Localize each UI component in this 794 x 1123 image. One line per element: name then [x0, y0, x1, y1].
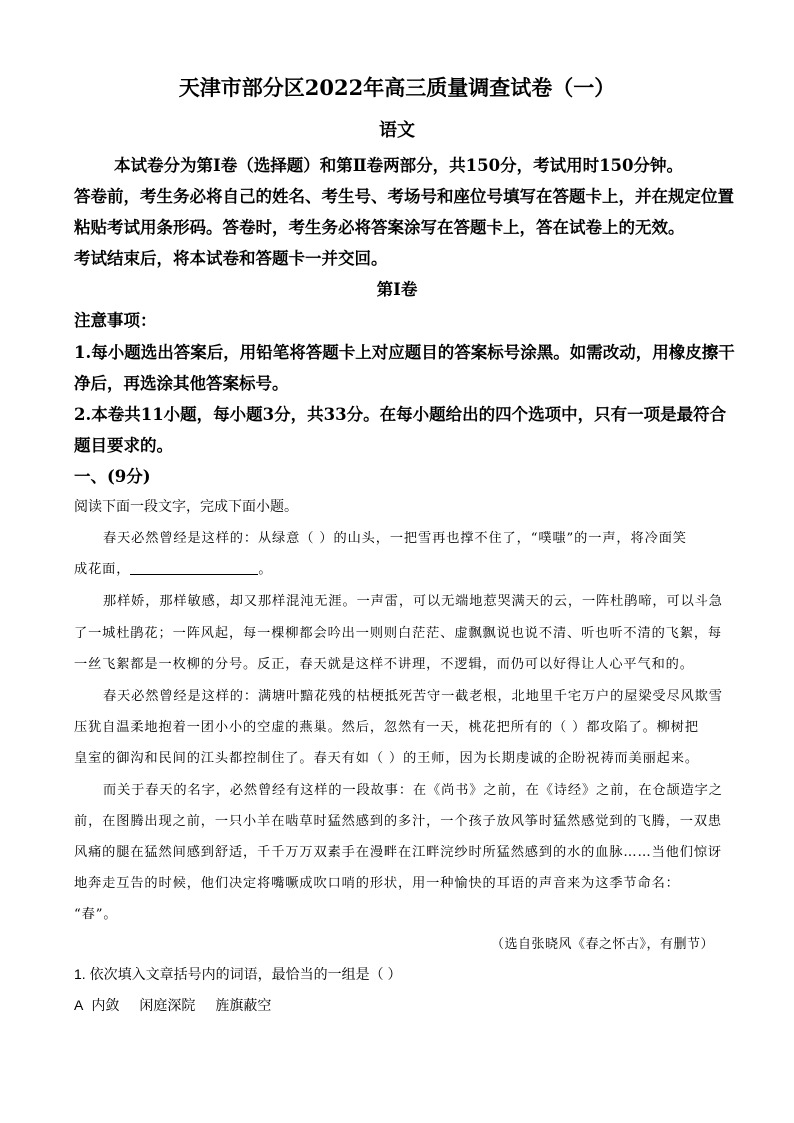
passage-source: （选自张晓风《春之怀古》，有删节）: [490, 937, 714, 952]
notes-line-4: 题目要求的。: [74, 436, 173, 455]
option-a: [74, 995, 271, 1015]
notes-line-2: 净后，再选涂其他答案标号。: [74, 374, 289, 393]
passage-line: 压犹自温柔地抱着一团小小的空虚的燕巢。然后，忽然有一天，桃花把所有的（ ）都攻陷了。柳树把: [74, 720, 699, 735]
passage-line: 而关于春天的名字，必然曾经有这样的一段故事：在《尚书》之前，在《诗经》之前，在仓颉造字之: [103, 783, 723, 798]
section-instruction: 阅读下面一段文字，完成下面小题。: [74, 498, 298, 514]
passage-line: 风痛的腿在猛然间感到舒适，千千万万双素手在漫畔在江畔浣纱时所猛然感到的水的血脉……当他们惊讶: [74, 845, 723, 860]
notes-line-1: 1.每小题选出答案后，用铅笔将答题卡上对应题目的答案标号涂黑。如需改动，用橡皮擦干: [74, 343, 735, 362]
subject-title: 语文: [379, 120, 415, 141]
passage-line: 春天必然曾经是这样的：满塘叶黯花残的枯梗抵死苦守一截老根，北地里千宅万户的屋梁受尽风欺雪: [103, 689, 723, 704]
passage-line: 了一城杜鹃花；一阵风起，每一棵柳都会吟出一则则白茫茫、虚飘飘说也说不清、听也听不清的飞絮，每: [74, 626, 723, 641]
passage-line: [74, 558, 272, 577]
passage-line: 一丝飞絮都是一枚柳的分号。反正，春天就是这样不讲理，不逻辑，而仍可以好得让人心平气和的。: [74, 657, 694, 672]
passage-text: 。: [258, 562, 273, 577]
question-stem: 1. 依次填入文章括号内的词语，最恰当的一组是（ ）: [74, 966, 402, 982]
passage-line: 那样娇，那样敏感，却又那样混沌无涯。一声雷，可以无端地惹哭满天的云，一阵杜鹃啼，可以斗急: [103, 594, 723, 609]
passage-line: 皇室的御沟和民间的江头都控制住了。春天有如（ ）的王师，因为长期虔诚的企盼祝祷而美丽起来。: [74, 751, 699, 766]
passage-line: 春天必然曾经是这样的：从绿意（ ）的山头，一把雪再也撑不住了，“噗嗤”的一声，将冷面笑: [103, 531, 687, 546]
part-title: 第Ⅰ卷: [376, 280, 418, 299]
section-heading: 一、(9分): [74, 467, 151, 486]
notes-line-3: 2.本卷共11小题，每小题3分，共33分。在每小题给出的四个选项中，只有一项是最符合: [74, 405, 727, 424]
option-label: A: [74, 997, 84, 1013]
notes-heading: 注意事项：: [74, 311, 157, 330]
passage-line: 前，在图腾出现之前，一只小羊在啮草时猛然感到的多汁，一个孩子放风筝时猛然感觉到的飞腾，一双患: [74, 814, 723, 829]
exam-title: 天津市部分区2022年高三质量调查试卷（一）: [178, 75, 616, 100]
passage-line: 地奔走互告的时候，他们决定将嘴噘成吹口哨的形状，用一种愉快的耳语的声音来为这季节命名：: [74, 876, 680, 891]
intro-line-2: 答卷前，考生务必将自己的姓名、考生号、考场号和座位号填写在答题卡上，并在规定位置: [74, 187, 734, 206]
passage-text: 成花面，: [74, 562, 131, 577]
option-item: 闲庭深院: [139, 997, 196, 1013]
option-item: 旌旗蔽空: [215, 997, 272, 1013]
intro-line-1: 本试卷分为第Ⅰ卷（选择题）和第Ⅱ卷两部分，共150分，考试用时150分钟。: [114, 156, 684, 175]
option-item: 内敛: [91, 997, 120, 1013]
intro-line-3: 粘贴考试用条形码。答卷时，考生务必将答案涂写在答题卡上，答在试卷上的无效。: [74, 218, 685, 237]
intro-line-4: 考试结束后，将本试卷和答题卡一并交回。: [74, 249, 388, 268]
fill-blank: [130, 560, 258, 575]
passage-line: “春”。: [74, 907, 118, 922]
